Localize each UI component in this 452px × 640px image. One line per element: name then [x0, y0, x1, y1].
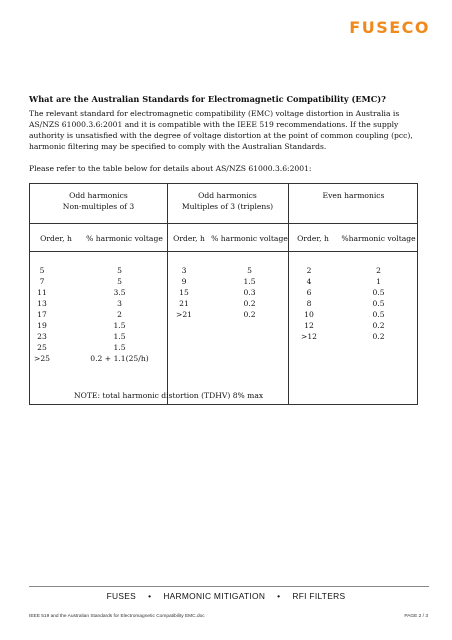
table-cell: 0.2: [372, 321, 385, 330]
footer-tag: HARMONIC MITIGATION: [163, 591, 266, 601]
table-cell: 2: [117, 310, 122, 319]
column-voltage-triplen: [211, 265, 288, 320]
group-header-triplen: Odd harmonics Multiples of 3 (triplens): [181, 191, 274, 211]
table-cell: 6: [306, 288, 312, 297]
table-cell: 1: [376, 277, 381, 286]
column-order-non-triplen: [30, 265, 54, 364]
table-cell: 13: [37, 299, 47, 308]
table-cell: 4: [306, 277, 312, 286]
table-note: NOTE: total harmonic distortion (TDHV) 8% max: [74, 391, 264, 400]
subheader-order: Order, h: [40, 234, 72, 243]
group-header-even: Even harmonics: [322, 191, 385, 200]
section-heading: What are the Australian Standards for Electromagnetic Compatibility (EMC)?: [29, 94, 386, 104]
table-cell: 7: [39, 277, 45, 286]
table-cell: 17: [37, 310, 47, 319]
table-cell: 23: [37, 332, 47, 341]
table-cell: >21: [175, 310, 193, 319]
table-cell: 1.5: [113, 332, 126, 341]
subheader-order: Order, h: [173, 234, 205, 243]
table-cell: 12: [304, 321, 314, 330]
table-cell: >25: [33, 354, 51, 363]
footer-tag: FUSES: [106, 591, 137, 601]
table-cell: 0.2 + 1.1(25/h): [90, 354, 149, 363]
table-cell: 3: [117, 299, 122, 308]
table-cell: 15: [179, 288, 189, 297]
group-header-non-triplen: Odd harmonics Non-multiples of 3: [62, 191, 135, 211]
table-cell: 2: [306, 266, 312, 275]
column-voltage-non-triplen: [82, 265, 157, 364]
table-reference-paragraph: Please refer to the table below for details about AS/NZS 61000.3.6:2001:: [29, 164, 312, 173]
column-voltage-even: [338, 265, 419, 342]
table-cell: 21: [179, 299, 189, 308]
table-divider-subheader: [30, 251, 417, 252]
subheader-harmonic-voltage: % harmonic voltage: [86, 234, 163, 243]
table-cell: 5: [117, 277, 122, 286]
table-cell: 8: [306, 299, 312, 308]
table-cell: 1.5: [243, 277, 256, 286]
table-cell: 5: [39, 266, 45, 275]
footer-filename: IEEE 519 and the Australian Standards for Electromagnetic Compatibility EMC.doc: [29, 614, 205, 619]
column-order-triplen: [167, 265, 201, 320]
table-cell: 3.5: [113, 288, 126, 297]
table-cell: 19: [37, 321, 47, 330]
table-cell: >12: [300, 332, 318, 341]
table-cell: 1.5: [113, 343, 126, 352]
table-cell: 3: [181, 266, 187, 275]
subheader-order: Order, h: [297, 234, 329, 243]
footer-page-number: PAGE 2 / 3: [404, 614, 428, 619]
table-cell: 1.5: [113, 321, 126, 330]
column-order-even: [288, 265, 330, 342]
table-cell: 0.2: [243, 299, 256, 308]
table-cell: 0.5: [372, 299, 385, 308]
footer-separator: •: [148, 591, 152, 601]
table-cell: 0.2: [372, 332, 385, 341]
table-cell: 0.5: [372, 310, 385, 319]
table-divider-header: [30, 223, 417, 224]
table-cell: 0.2: [243, 310, 256, 319]
intro-paragraph: The relevant standard for electromagnetic compatibility (EMC) voltage distortion in Australia is AS/NZS 61000.3.6:2001 and it is compatible with the IEEE 519 recommendations. If the supply authority is unsatisfied with the degree of voltage distortion at the point of common coupling (pcc), harmonic filtering may be specified to comply with the Australian Standards.: [29, 109, 413, 151]
table-cell: 10: [304, 310, 314, 319]
footer-tag: RFI FILTERS: [292, 591, 346, 601]
table-cell: 9: [181, 277, 187, 286]
footer-tagline: [0, 591, 452, 601]
table-cell: 0.5: [372, 288, 385, 297]
footer-divider: [29, 586, 429, 587]
table-cell: 2: [376, 266, 381, 275]
footer-separator: •: [277, 591, 281, 601]
table-cell: 11: [37, 288, 47, 297]
subheader-harmonic-voltage: % harmonic voltage: [211, 234, 288, 243]
harmonics-table: [29, 183, 418, 405]
subheader-harmonic-voltage: %harmonic voltage: [341, 234, 416, 243]
fuseco-logo: FUSECO: [349, 18, 430, 37]
table-cell: 5: [247, 266, 252, 275]
table-cell: 0.3: [243, 288, 256, 297]
table-cell: 25: [37, 343, 47, 352]
table-cell: 5: [117, 266, 122, 275]
